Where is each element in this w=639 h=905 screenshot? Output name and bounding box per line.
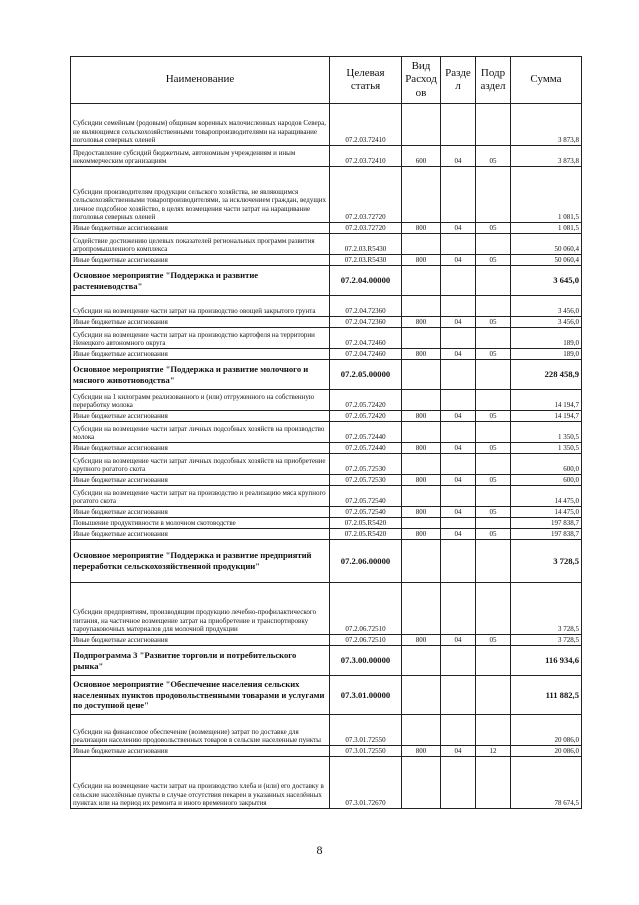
- table-row: [71, 328, 582, 349]
- row-section: [441, 390, 476, 411]
- row-amount: 116 934,6: [511, 646, 582, 676]
- row-target-article: 07.2.04.72460: [330, 349, 402, 360]
- row-amount: 600,0: [511, 454, 582, 475]
- row-name: Субсидии на возмещение части затрат личных подсобных хозяйств на приобретение крупного рогатого скота: [71, 454, 330, 475]
- row-section: 04: [441, 475, 476, 486]
- table-row: [71, 255, 582, 266]
- row-name: Предоставление субсидий бюджетным, автономным учреждениям и иным некоммерческим организациям: [71, 146, 330, 167]
- row-subsection: 05: [476, 475, 511, 486]
- row-target-article: 07.3.01.72550: [330, 746, 402, 757]
- row-name: Иные бюджетные ассигнования: [71, 529, 330, 540]
- table-row: [71, 266, 582, 296]
- row-target-article: 07.2.05.R5420: [330, 518, 402, 529]
- row-section: [441, 757, 476, 809]
- table-row: [71, 746, 582, 757]
- row-name: Содействие достижению целевых показателей региональных программ развития агропромышленного комплекса: [71, 234, 330, 255]
- row-subsection: 05: [476, 507, 511, 518]
- row-target-article: 07.2.06.72510: [330, 635, 402, 646]
- row-section: 04: [441, 255, 476, 266]
- row-amount: 228 458,9: [511, 360, 582, 390]
- row-amount: 3 873,8: [511, 146, 582, 167]
- table-row: [71, 529, 582, 540]
- row-expense-type: [402, 296, 441, 317]
- row-subsection: 05: [476, 146, 511, 167]
- table-row: [71, 223, 582, 234]
- row-expense-type: 800: [402, 349, 441, 360]
- header-amount: Сумма: [511, 57, 582, 104]
- row-subsection: 05: [476, 349, 511, 360]
- row-name: Субсидии на возмещение части затрат личных подсобных хозяйств на производство молока: [71, 422, 330, 443]
- row-name: Основное мероприятие "Обеспечение населения сельских населенных пунктов продовольственными товарами и услугами по доступной цене": [71, 676, 330, 715]
- row-amount: 1 081,5: [511, 223, 582, 234]
- row-expense-type: 800: [402, 746, 441, 757]
- row-amount: 3 728,5: [511, 583, 582, 635]
- row-name: Иные бюджетные ассигнования: [71, 411, 330, 422]
- row-expense-type: [402, 360, 441, 390]
- table-row: [71, 486, 582, 507]
- row-section: 04: [441, 443, 476, 454]
- row-subsection: 05: [476, 635, 511, 646]
- row-target-article: 07.2.04.00000: [330, 266, 402, 296]
- table-row: [71, 296, 582, 317]
- row-section: [441, 486, 476, 507]
- row-expense-type: [402, 540, 441, 583]
- row-expense-type: 800: [402, 475, 441, 486]
- row-target-article: 07.2.05.72530: [330, 475, 402, 486]
- row-target-article: 07.2.03.72410: [330, 146, 402, 167]
- row-expense-type: 800: [402, 507, 441, 518]
- row-amount: 600,0: [511, 475, 582, 486]
- row-name: Основное мероприятие "Поддержка и развитие растениеводства": [71, 266, 330, 296]
- row-section: [441, 715, 476, 746]
- row-amount: 20 086,0: [511, 715, 582, 746]
- header-target-article: Целевая статья: [330, 57, 402, 104]
- header-section: Разде л: [441, 57, 476, 104]
- row-expense-type: [402, 454, 441, 475]
- row-amount: 78 674,5: [511, 757, 582, 809]
- row-name: Основное мероприятие "Поддержка и развитие молочного и мясного животноводства": [71, 360, 330, 390]
- row-name: Подпрограмма 3 "Развитие торговли и потребительского рынка": [71, 646, 330, 676]
- row-expense-type: [402, 583, 441, 635]
- table-row: [71, 757, 582, 809]
- row-subsection: [476, 390, 511, 411]
- row-section: 04: [441, 223, 476, 234]
- row-section: [441, 583, 476, 635]
- table-row: [71, 146, 582, 167]
- row-expense-type: 800: [402, 317, 441, 328]
- row-target-article: 07.2.05.72420: [330, 390, 402, 411]
- row-section: 04: [441, 507, 476, 518]
- row-amount: 14 475,0: [511, 486, 582, 507]
- row-amount: 3 873,8: [511, 104, 582, 146]
- row-amount: 189,0: [511, 349, 582, 360]
- row-target-article: 07.2.03.72720: [330, 223, 402, 234]
- row-section: 04: [441, 349, 476, 360]
- row-expense-type: 800: [402, 223, 441, 234]
- row-subsection: [476, 676, 511, 715]
- row-amount: 197 838,7: [511, 518, 582, 529]
- table-row: [71, 167, 582, 223]
- row-expense-type: [402, 328, 441, 349]
- row-amount: 197 838,7: [511, 529, 582, 540]
- row-name: Субсидии на финансовое обеспечение (возмещение) затрат по доставке для реализации населению продовольственных товаров в сельские населенные пункты: [71, 715, 330, 746]
- row-section: [441, 422, 476, 443]
- row-amount: 189,0: [511, 328, 582, 349]
- row-name: Субсидии семейным (родовым) общинам коренных малочисленных народов Севера, не являющимся сельскохозяйственными товаропроизводителями на наращивание поголовья северных оленей: [71, 104, 330, 146]
- row-target-article: 07.2.05.00000: [330, 360, 402, 390]
- header-expense-type: Вид Расход ов: [402, 57, 441, 104]
- table-row: [71, 676, 582, 715]
- row-target-article: 07.2.05.72540: [330, 486, 402, 507]
- row-subsection: [476, 757, 511, 809]
- row-section: [441, 167, 476, 223]
- row-expense-type: [402, 757, 441, 809]
- row-subsection: [476, 266, 511, 296]
- row-target-article: 07.3.01.00000: [330, 676, 402, 715]
- row-expense-type: 800: [402, 529, 441, 540]
- row-expense-type: [402, 646, 441, 676]
- row-amount: 14 194,7: [511, 390, 582, 411]
- row-target-article: 07.2.03.72720: [330, 167, 402, 223]
- table-row: [71, 234, 582, 255]
- row-subsection: [476, 518, 511, 529]
- row-target-article: 07.2.04.72360: [330, 317, 402, 328]
- row-amount: 111 882,5: [511, 676, 582, 715]
- table-row: [71, 635, 582, 646]
- row-target-article: 07.2.05.R5420: [330, 529, 402, 540]
- table-row: [71, 518, 582, 529]
- table-row: [71, 715, 582, 746]
- row-subsection: 05: [476, 255, 511, 266]
- table-row: [71, 422, 582, 443]
- row-subsection: [476, 328, 511, 349]
- row-section: [441, 266, 476, 296]
- row-expense-type: 600: [402, 146, 441, 167]
- header-subsection: Подр аздел: [476, 57, 511, 104]
- row-section: [441, 454, 476, 475]
- table-row: [71, 317, 582, 328]
- row-section: 04: [441, 317, 476, 328]
- table-row: [71, 646, 582, 676]
- row-expense-type: [402, 167, 441, 223]
- row-subsection: [476, 422, 511, 443]
- row-section: [441, 328, 476, 349]
- row-subsection: 05: [476, 443, 511, 454]
- table-row: [71, 360, 582, 390]
- row-target-article: 07.2.05.72440: [330, 422, 402, 443]
- row-subsection: [476, 360, 511, 390]
- row-subsection: 05: [476, 317, 511, 328]
- row-name: Субсидии производителям продукции сельского хозяйства, не являющимся сельскохозяйственными товаропроизводителями, за исключением граждан, ведущих личное подсобное хозяйство, в целях возмещения части затрат на наращивание поголовья северных оленей: [71, 167, 330, 223]
- row-amount: 50 060,4: [511, 234, 582, 255]
- row-section: [441, 540, 476, 583]
- row-amount: 3 456,0: [511, 317, 582, 328]
- row-target-article: 07.2.03.R5430: [330, 234, 402, 255]
- row-expense-type: [402, 486, 441, 507]
- row-expense-type: 800: [402, 635, 441, 646]
- row-section: 04: [441, 635, 476, 646]
- row-target-article: 07.2.03.72410: [330, 104, 402, 146]
- row-expense-type: [402, 715, 441, 746]
- row-subsection: [476, 454, 511, 475]
- table-row: [71, 540, 582, 583]
- row-name: Иные бюджетные ассигнования: [71, 507, 330, 518]
- row-amount: 3 645,0: [511, 266, 582, 296]
- row-name: Иные бюджетные ассигнования: [71, 223, 330, 234]
- row-name: Основное мероприятие "Поддержка и развитие предприятий переработки сельскохозяйственной продукции": [71, 540, 330, 583]
- row-section: [441, 676, 476, 715]
- row-section: 04: [441, 746, 476, 757]
- row-target-article: 07.3.01.72670: [330, 757, 402, 809]
- row-subsection: 05: [476, 411, 511, 422]
- table-body: [71, 104, 582, 809]
- row-name: Иные бюджетные ассигнования: [71, 443, 330, 454]
- row-target-article: 07.2.03.R5430: [330, 255, 402, 266]
- table-header-row: [71, 57, 582, 104]
- row-name: Субсидии на возмещение части затрат на производство картофеля на территории Ненецкого автономного округа: [71, 328, 330, 349]
- row-expense-type: [402, 422, 441, 443]
- row-target-article: 07.2.05.72420: [330, 411, 402, 422]
- row-amount: 1 350,5: [511, 422, 582, 443]
- row-section: [441, 646, 476, 676]
- row-name: Иные бюджетные ассигнования: [71, 317, 330, 328]
- row-expense-type: [402, 390, 441, 411]
- row-section: 04: [441, 529, 476, 540]
- row-target-article: 07.2.04.72460: [330, 328, 402, 349]
- row-expense-type: 800: [402, 443, 441, 454]
- table-row: [71, 507, 582, 518]
- row-subsection: 12: [476, 746, 511, 757]
- row-section: [441, 360, 476, 390]
- table-row: [71, 349, 582, 360]
- row-section: [441, 296, 476, 317]
- row-target-article: 07.2.06.00000: [330, 540, 402, 583]
- row-expense-type: 800: [402, 255, 441, 266]
- row-subsection: [476, 167, 511, 223]
- header-name: Наименование: [71, 57, 330, 104]
- row-target-article: 07.2.05.72440: [330, 443, 402, 454]
- row-target-article: 07.2.05.72540: [330, 507, 402, 518]
- row-name: Субсидии на возмещение части затрат на производство хлеба и (или) его доставку в сельские населённые пункты в случае отсутствия пекарен в указанных населённых пунктах или на период их ремонта и иного временного закрытия: [71, 757, 330, 809]
- row-section: [441, 234, 476, 255]
- table-row: [71, 104, 582, 146]
- row-name: Иные бюджетные ассигнования: [71, 255, 330, 266]
- row-expense-type: [402, 266, 441, 296]
- row-amount: 14 475,0: [511, 507, 582, 518]
- row-target-article: 07.2.04.72360: [330, 296, 402, 317]
- row-name: Субсидии на 1 килограмм реализованного и (или) отгруженного на собственную переработку молока: [71, 390, 330, 411]
- table-row: [71, 411, 582, 422]
- row-expense-type: 800: [402, 411, 441, 422]
- row-amount: 3 456,0: [511, 296, 582, 317]
- row-target-article: 07.2.05.72530: [330, 454, 402, 475]
- table-row: [71, 390, 582, 411]
- row-name: Субсидии на возмещение части затрат на производство и реализацию мяса крупного рогатого скота: [71, 486, 330, 507]
- row-subsection: [476, 715, 511, 746]
- row-amount: 1 350,5: [511, 443, 582, 454]
- row-subsection: [476, 540, 511, 583]
- row-section: [441, 104, 476, 146]
- row-amount: 3 728,5: [511, 540, 582, 583]
- row-subsection: [476, 234, 511, 255]
- row-subsection: [476, 296, 511, 317]
- row-name: Субсидии на возмещение части затрат на производство овощей закрытого грунта: [71, 296, 330, 317]
- row-target-article: 07.2.06.72510: [330, 583, 402, 635]
- table-row: [71, 583, 582, 635]
- page-number: 8: [316, 843, 323, 857]
- row-expense-type: [402, 518, 441, 529]
- table-row: [71, 454, 582, 475]
- row-name: Иные бюджетные ассигнования: [71, 635, 330, 646]
- row-amount: 1 081,5: [511, 167, 582, 223]
- row-amount: 50 060,4: [511, 255, 582, 266]
- row-name: Иные бюджетные ассигнования: [71, 746, 330, 757]
- row-expense-type: [402, 234, 441, 255]
- row-target-article: 07.3.01.72550: [330, 715, 402, 746]
- row-name: Субсидии предприятиям, производящим продукцию лечебно-профилактического питания, на частичное возмещение затрат на приобретение и транспортировку тароупаковочных материалов для молочной продукции: [71, 583, 330, 635]
- table-row: [71, 443, 582, 454]
- row-section: 04: [441, 411, 476, 422]
- row-name: Повышение продуктивности в молочном скотоводстве: [71, 518, 330, 529]
- row-subsection: 05: [476, 529, 511, 540]
- row-section: 04: [441, 146, 476, 167]
- row-subsection: [476, 583, 511, 635]
- row-section: [441, 518, 476, 529]
- row-expense-type: [402, 676, 441, 715]
- table-row: [71, 475, 582, 486]
- row-subsection: 05: [476, 223, 511, 234]
- row-name: Иные бюджетные ассигнования: [71, 349, 330, 360]
- row-subsection: [476, 646, 511, 676]
- row-target-article: 07.3.00.00000: [330, 646, 402, 676]
- row-subsection: [476, 104, 511, 146]
- row-expense-type: [402, 104, 441, 146]
- row-subsection: [476, 486, 511, 507]
- row-name: Иные бюджетные ассигнования: [71, 475, 330, 486]
- row-amount: 14 194,7: [511, 411, 582, 422]
- row-amount: 20 086,0: [511, 746, 582, 757]
- row-amount: 3 728,5: [511, 635, 582, 646]
- budget-table: [70, 56, 582, 809]
